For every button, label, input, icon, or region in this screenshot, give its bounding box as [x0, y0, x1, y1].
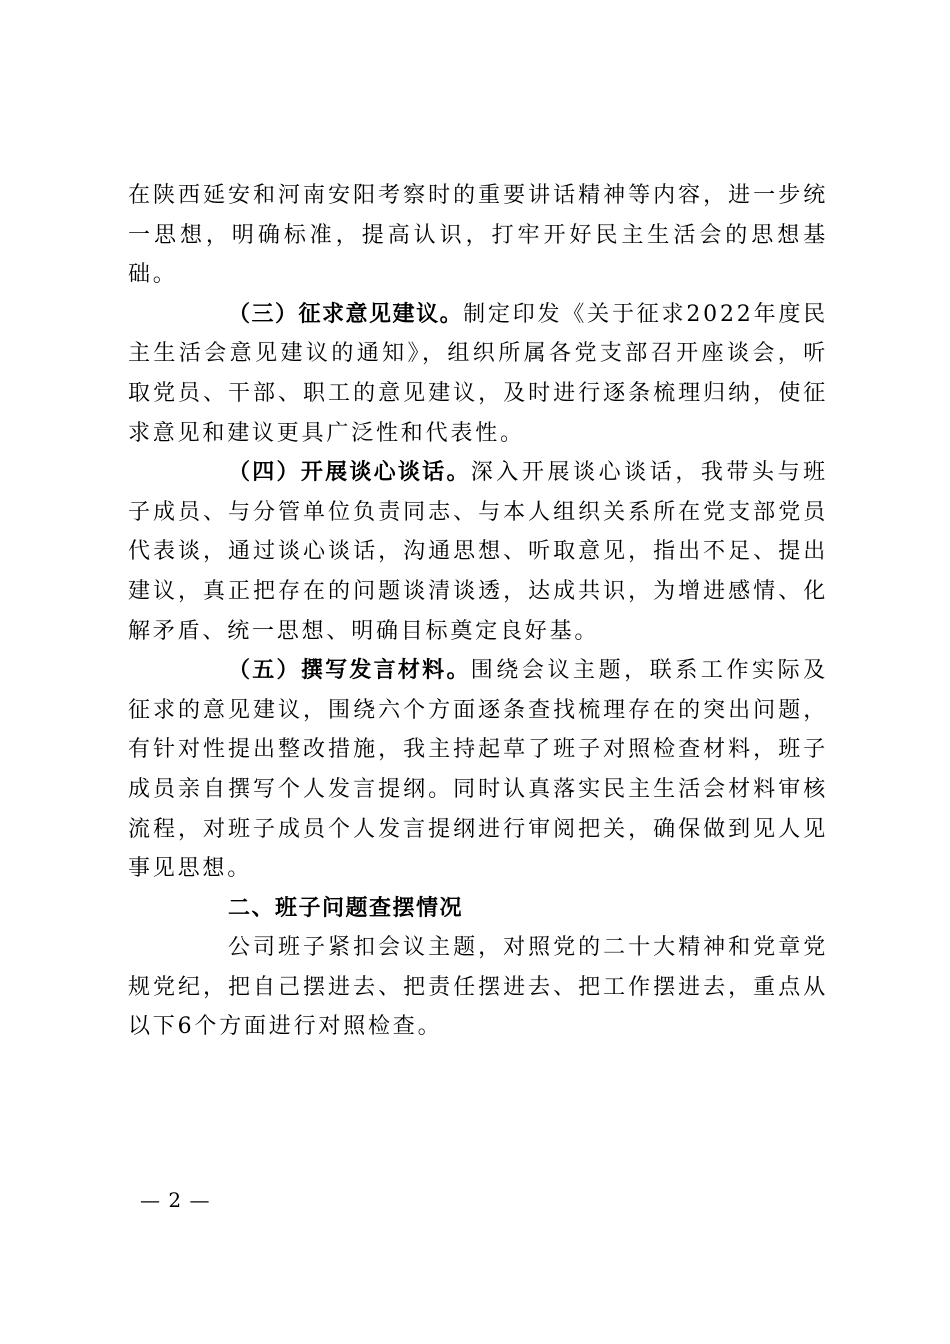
paragraph-heart-to-heart-talks [128, 453, 828, 651]
paragraph-continuation: 在陕西延安和河南安阳考察时的重要讲话精神等内容，进一步统一思想，明确标准，提高认识，打牢开好民主生活会的思想基础。 [128, 183, 828, 288]
paragraph-lead: （四）开展谈心谈话。 [228, 460, 471, 486]
section-heading: 二、班子问题查摆情况 [228, 895, 464, 921]
paragraph-write-speech-materials [128, 651, 828, 889]
document-body [128, 176, 828, 1047]
paragraph-lead: （五）撰写发言材料。 [228, 658, 471, 684]
paragraph-section-intro: 公司班子紧扣会议主题，对照党的二十大精神和党章党规党纪，把自己摆进去、把责任摆进去、把工作摆进去，重点从以下6个方面进行对照检查。 [128, 935, 828, 1040]
paragraph-text: 深入开展谈心谈话，我带头与班子成员、与分管单位负责同志、与本人组织关系所在党支部党员代表谈，通过谈心谈话，沟通思想、听取意见，指出不足、提出建议，真正把存在的问题谈清谈透，达成共识，为增进感情、化解矛盾、统一思想、明确目标奠定良好基。 [128, 460, 828, 644]
paragraph-solicit-opinions [128, 295, 828, 453]
paragraph-text: 围绕会议主题，联系工作实际及征求的意见建议，围绕六个方面逐条查找梳理存在的突出问题，有针对性提出整改措施，我主持起草了班子对照检查材料，班子成员亲自撰写个人发言提纲。同时认真落实民主生活会材料审核流程，对班子成员个人发言提纲进行审阅把关，确保做到见人见事见思想。 [128, 658, 828, 882]
page-number: — 2 — [140, 1188, 211, 1212]
paragraph-lead: （三）征求意见建议。 [228, 301, 464, 327]
paragraph-text: 制定印发《关于征求2022年度民主生活会意见建议的通知》，组织所属各党支部召开座谈会，听取党员、干部、职工的意见建议，及时进行逐条梳理归纳，使征求意见和建议更具广泛性和代表性。 [128, 301, 828, 446]
